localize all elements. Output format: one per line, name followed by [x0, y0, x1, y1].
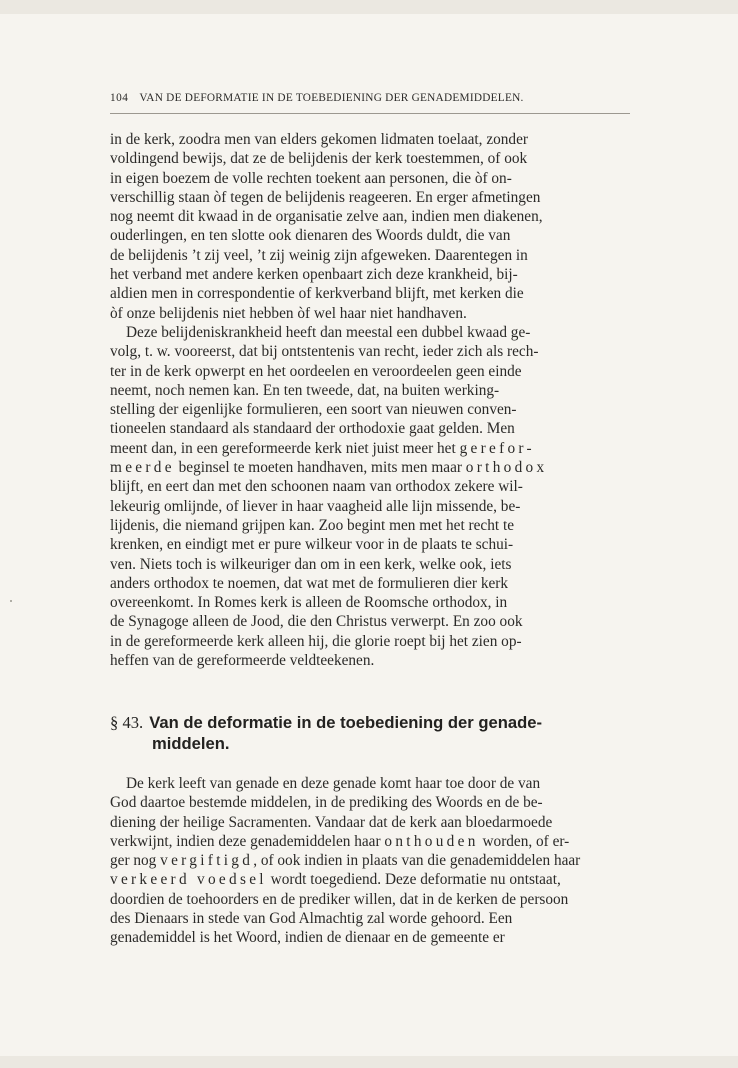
- text-line: aldien men in correspondentie of kerkverband blijft, met kerken die: [110, 285, 524, 303]
- spaced-emphasis: orthodox: [465, 459, 548, 477]
- text-line: lijdenis, die niemand grijpen kan. Zoo begint men met het recht te: [110, 516, 514, 534]
- text-line: blijft, en eert dan met den schoonen naam van orthodox zekere wil-: [110, 478, 523, 496]
- running-header: [110, 92, 630, 104]
- text-line: de belijdenis ’t zij veel, ’t zij weinig zijn afgeweken. Daarentegen in: [110, 246, 528, 264]
- text-segment: verkwijnt, indien deze genademiddelen haar: [110, 832, 385, 850]
- section-heading-line: [110, 712, 630, 733]
- text-line: in eigen boezem de volle rechten toekent aan personen, die òf on-: [110, 169, 512, 187]
- text-line: des Dienaars in stede van God Almachtig zal worde gehoord. Een: [110, 910, 513, 928]
- text-line: ter in de kerk opwerpt en het oordeelen en veroordeelen geen einde: [110, 362, 522, 380]
- page-number: 104: [110, 92, 129, 104]
- text-line: [110, 439, 630, 458]
- scan-speck: [10, 600, 12, 602]
- paragraph-3: [110, 774, 630, 948]
- text-line: tioneelen standaard als standaard der orthodoxie gaat gelden. Men: [110, 420, 515, 438]
- text-segment: ger nog: [110, 852, 161, 870]
- section-title: Van de deformatie in de toebediening der genade-: [149, 713, 542, 732]
- text-line: genademiddel is het Woord, indien de dienaar en de gemeente er: [110, 929, 505, 947]
- text-line: stelling der eigenlijke formulieren, een soort van nieuwen conven-: [110, 401, 517, 419]
- text-line: anders orthodox te noemen, dat wat met de formulieren dier kerk: [110, 574, 509, 592]
- text-line: nog neemt dit kwaad in de organisatie zelve aan, indien men diakenen,: [110, 208, 543, 226]
- paragraph-2: [110, 323, 630, 670]
- text-line: lekeurig omlijnde, of liever in haar vaagheid alle lijn missende, be-: [110, 497, 521, 515]
- spaced-emphasis: verkeerd voedsel: [110, 871, 267, 889]
- text-line: in de gereformeerde kerk alleen hij, die glorie roept bij het zien op-: [110, 632, 522, 650]
- text-line: overeenkomt. In Romes kerk is alleen de Roomsche orthodox, in: [110, 594, 508, 612]
- text-line: volg, t. w. vooreerst, dat bij ontstentenis van recht, ieder zich als rech-: [110, 343, 539, 361]
- text-line: voldingend bewijs, dat ze de belijdenis der kerk toestemmen, of ook: [110, 150, 528, 168]
- paragraph-1: [110, 130, 630, 670]
- spaced-emphasis: meerde: [110, 459, 175, 477]
- text-line: de Synagoge alleen de Jood, die den Christus verwerpt. En zoo ook: [110, 613, 523, 631]
- text-line: [110, 870, 630, 889]
- text-line: het verband met andere kerken openbaart zich deze krankheid, bij-: [110, 266, 518, 284]
- spaced-emphasis: gerefor-: [459, 439, 535, 457]
- text-line: in de kerk, zoodra men van elders gekomen lidmaten toelaat, zonder: [110, 131, 528, 148]
- text-line: diening der heilige Sacramenten. Vandaar dat de kerk aan bloedarmoede: [110, 813, 553, 831]
- section-number: § 43.: [110, 713, 144, 732]
- text-line: [110, 458, 630, 477]
- header-rule: [110, 113, 630, 114]
- text-line: [110, 851, 630, 870]
- section-title-continuation: middelen.: [152, 734, 230, 753]
- running-title: VAN DE DEFORMATIE IN DE TOEBEDIENING DER GENADEMIDDELEN.: [139, 92, 524, 104]
- text-line: neemt, noch nemen kan. En ten tweede, dat, na buiten werking-: [110, 381, 500, 399]
- text-segment: , of ook indien in plaats van die genademiddelen haar: [253, 852, 581, 870]
- text-segment: beginsel te moeten handhaven, mits men maar: [174, 459, 466, 477]
- spaced-emphasis: onthouden: [384, 832, 479, 850]
- text-line: God daartoe bestemde middelen, in de prediking des Woords en de be-: [110, 794, 543, 812]
- text-line: heffen van de gereformeerde veldteekenen.: [110, 652, 375, 670]
- text-line: [110, 832, 630, 851]
- text-segment: worden, of er-: [478, 832, 570, 850]
- text-line: krenken, en eindigt met er pure wilkeur voor in de plaats te schui-: [110, 536, 514, 554]
- text-line: verschillig staan òf tegen de belijdenis reageeren. En erger afmetingen: [110, 188, 541, 206]
- scan-bottom-margin: [0, 1056, 738, 1068]
- spaced-emphasis: vergiftigd: [160, 852, 254, 870]
- text-line: òf onze belijdenis niet hebben òf wel haar niet handhaven.: [110, 304, 467, 322]
- text-segment: wordt toegediend. Deze deformatie nu ontstaat,: [266, 871, 561, 889]
- scan-top-margin: [0, 0, 738, 14]
- text-line: Deze belijdeniskrankheid heeft dan meestal een dubbel kwaad ge-: [126, 323, 531, 341]
- section-heading: [110, 712, 630, 754]
- text-segment: meent dan, in een gereformeerde kerk niet juist meer het: [110, 439, 460, 457]
- text-line: doordien de toehoorders en de prediker willen, dat in de kerken de persoon: [110, 890, 569, 908]
- text-line: ven. Niets toch is wilkeuriger dan om in een kerk, welke ook, iets: [110, 555, 512, 573]
- text-line: De kerk leeft van genade en deze genade komt haar toe door de van: [126, 775, 541, 792]
- text-line: ouderlingen, en ten slotte ook dienaren des Woords duldt, die van: [110, 227, 511, 245]
